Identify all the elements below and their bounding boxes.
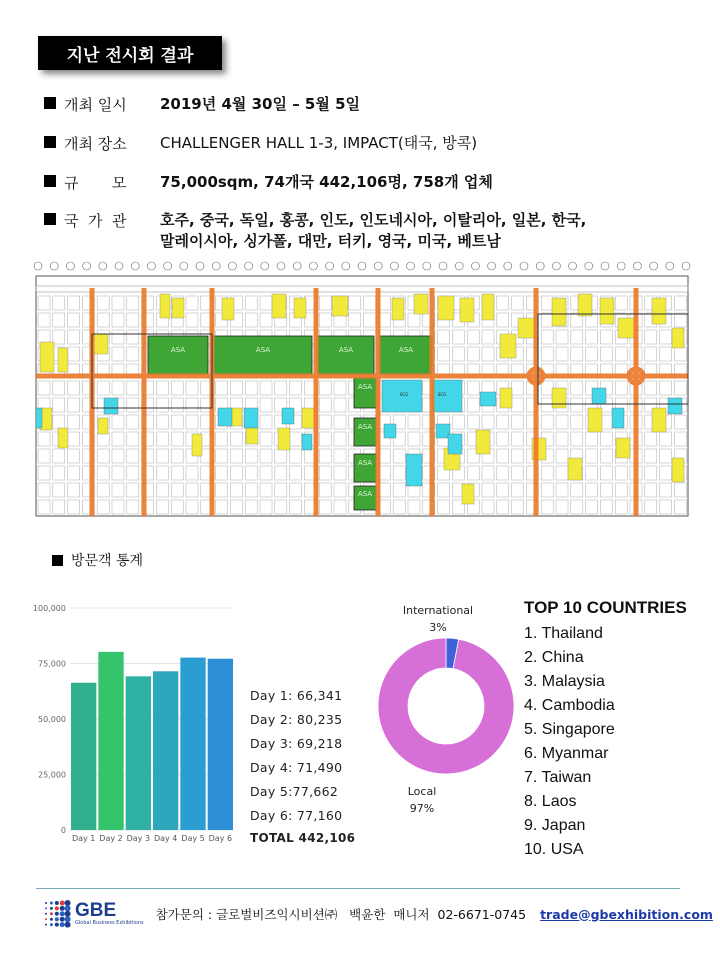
top-countries-heading: TOP 10 COUNTRIES [524, 598, 687, 617]
info-value: 2019년 4월 30일 – 5월 5일 [160, 95, 360, 113]
footer [42, 894, 713, 934]
contact-email-link[interactable]: trade@gbexhibition.com [540, 906, 713, 922]
donut-label-international: International [402, 604, 474, 617]
gbe-logo [42, 899, 144, 929]
contact-info: 참가문의 : 글로벌비즈익시비션㈜ 백윤한 매니저 02-6671-0745 [155, 907, 527, 922]
y-tick-label: 75,000 [38, 659, 66, 669]
bar-day-4 [153, 671, 178, 830]
info-label: 개최 일시 [64, 96, 127, 114]
donut-pct-international: 3% [429, 621, 447, 634]
country-item: 8. Laos [524, 793, 577, 810]
x-tick-label: Day 1 [71, 834, 96, 843]
day-item: Day 5:77,662 [250, 784, 339, 799]
top-countries-list [524, 598, 687, 862]
logo-text: GBE [75, 900, 117, 921]
pavilion-line-1: 호주, 중국, 독일, 홍콩, 인도, 인도네시아, 이탈리아, 일본, 한국, [160, 211, 587, 229]
country-item: 3. Malaysia [524, 673, 605, 690]
visitor-stats-heading [52, 550, 143, 570]
x-tick-label: Day 2 [99, 834, 123, 843]
info-date-row [44, 94, 360, 115]
visitor-bar-chart [20, 596, 242, 848]
y-tick-label: 25,000 [38, 770, 66, 780]
bar-day-1 [71, 683, 96, 830]
bullet-square-icon [44, 213, 56, 225]
info-scale-row [44, 172, 493, 193]
country-item: 6. Myanmar [524, 745, 609, 762]
bullet-square-icon [44, 136, 56, 148]
country-item: 9. Japan [524, 817, 586, 834]
info-value: 75,000sqm, 74개국 442,106명, 758개 업체 [160, 173, 493, 191]
donut-slice-local [378, 638, 514, 774]
bar-day-2 [98, 652, 123, 830]
pavilion-line-2: 말레이시아, 싱가폴, 대만, 터키, 영국, 미국, 베트남 [160, 232, 501, 250]
country-item: 7. Taiwan [524, 769, 592, 786]
footer-divider [36, 888, 680, 889]
asa-label: ASA [357, 459, 373, 467]
country-item: 10. USA [524, 841, 584, 858]
info-label: 개최 장소 [64, 135, 127, 153]
bar-day-3 [126, 676, 151, 830]
bar-day-5 [180, 658, 205, 830]
day-item: Day 1: 66,341 [250, 688, 343, 703]
booth-label: SCG [437, 392, 447, 397]
visitor-donut-chart [356, 598, 526, 824]
asa-label: ASA [357, 383, 373, 391]
country-item: 1. Thailand [524, 625, 603, 642]
floor-plan-map [32, 258, 692, 524]
day-item: Day 6: 77,160 [250, 808, 343, 823]
asa-label: ASA [357, 423, 373, 431]
country-item: 4. Cambodia [524, 697, 615, 714]
section-title: 방문객 통계 [71, 553, 144, 569]
info-value [160, 210, 586, 252]
info-venue-row [44, 133, 477, 154]
bullet-square-icon [44, 175, 56, 187]
x-tick-label: Day 6 [208, 834, 233, 843]
info-pavilion-row [44, 210, 586, 252]
logo-subtext: Global Business Exhibitions [75, 920, 144, 926]
bullet-square-icon [44, 97, 56, 109]
gbe-dots-icon [42, 899, 72, 929]
day-item: Day 4: 71,490 [250, 760, 343, 775]
x-tick-label: Day 4 [153, 834, 178, 843]
asa-label: ASA [338, 346, 354, 354]
donut-pct-local: 97% [409, 802, 435, 815]
asa-label: ASA [255, 346, 271, 354]
info-value: CHALLENGER HALL 1-3, IMPACT(태국, 방콕) [160, 134, 478, 152]
bullet-square-icon [52, 555, 63, 566]
x-tick-label: Day 3 [126, 834, 151, 843]
info-label: 규 모 [64, 174, 127, 192]
day-item: Day 2: 80,235 [250, 712, 343, 727]
asa-label: ASA [170, 346, 186, 354]
country-item: 5. Singapore [524, 721, 615, 738]
country-item: 2. China [524, 649, 584, 666]
asa-label: ASA [357, 490, 373, 498]
y-tick-label: 100,000 [32, 604, 66, 613]
y-tick-label: 0 [60, 826, 66, 835]
x-tick-label: Day 5 [181, 834, 205, 843]
bar-day-6 [208, 659, 233, 830]
day-item: Day 3: 69,218 [250, 736, 343, 751]
total-visitors: TOTAL 442,106 [250, 831, 356, 845]
info-label: 국 가 관 [64, 212, 127, 230]
y-tick-label: 50,000 [38, 715, 66, 724]
page-title: 지난 전시회 결과 [38, 36, 222, 70]
daily-visitor-list [250, 684, 355, 848]
booth-label: SCG [399, 392, 409, 397]
asa-label: ASA [398, 346, 414, 354]
donut-label-local: Local [407, 785, 437, 798]
